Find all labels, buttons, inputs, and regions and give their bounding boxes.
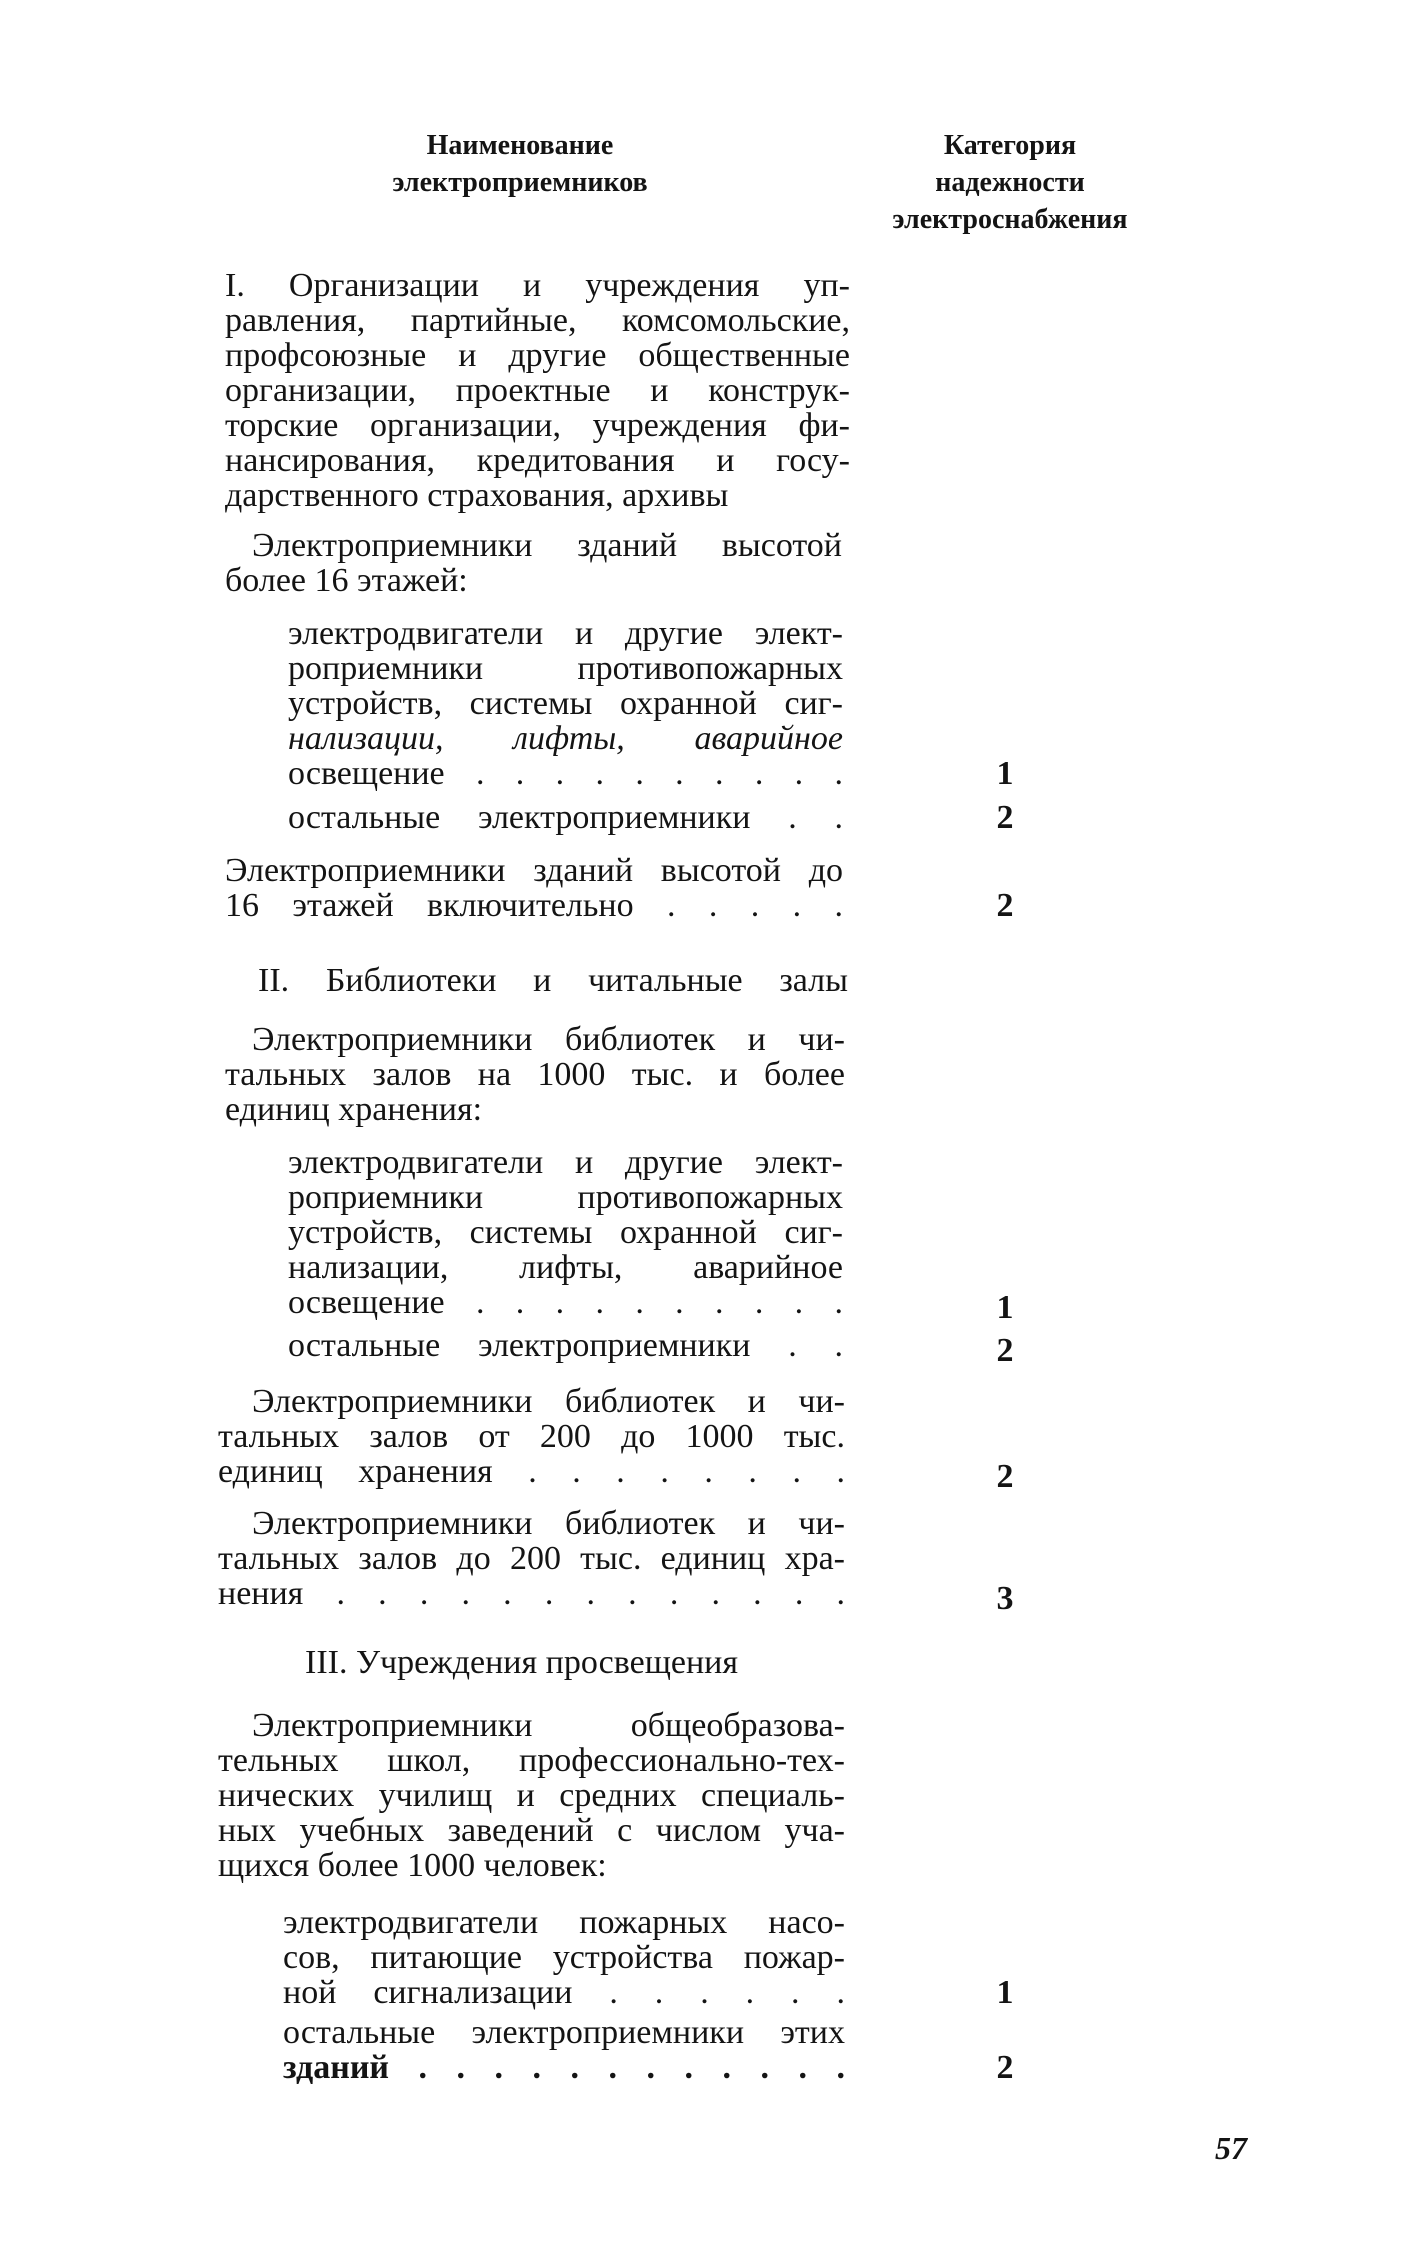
category-value: 2 [996, 1332, 1014, 1369]
category-value: 3 [996, 1580, 1014, 1617]
text-line: Электроприемники зданий высотой [252, 527, 842, 564]
text-line: устройств, системы охранной сиг- [288, 685, 843, 722]
text-line: ной сигнализации . . . . . . [283, 1974, 845, 2011]
text-line: Электроприемники зданий высотой до [225, 852, 843, 889]
text-line: тальных залов до 200 тыс. единиц хра- [218, 1540, 845, 1577]
text-line: остальные электроприемники этих [283, 2014, 845, 2051]
text-line: устройств, системы охранной сиг- [288, 1214, 843, 1251]
column-header-name-line1: Наименование [426, 130, 614, 161]
section-heading-3: III. Учреждения просвещения [305, 1644, 739, 1681]
text-line: остальные электроприемники . . [288, 1327, 843, 1364]
text-line: тельных школ, профессионально-тех- [218, 1742, 845, 1779]
text-line: равления, партийные, комсомольские, [225, 302, 850, 339]
text-line: освещение . . . . . . . . . . [288, 755, 843, 792]
text-line: нализации, лифты, аварийное [288, 720, 843, 757]
section-heading-2: II. Библиотеки и читальные залы [258, 962, 848, 999]
text-line: роприемники противопожарных [288, 1179, 843, 1216]
text-line: ных учебных заведений с числом уча- [218, 1812, 845, 1849]
text-line: торские организации, учреждения фи- [225, 407, 850, 444]
text-line: зданий . . . . . . . . . . . . [283, 2049, 845, 2086]
category-value: 2 [996, 799, 1014, 836]
text-line: нансирования, кредитования и госу- [225, 442, 850, 479]
text-line: Электроприемники библиотек и чи- [252, 1505, 845, 1542]
text-line: электродвигатели пожарных насо- [283, 1904, 845, 1941]
category-value: 1 [996, 1974, 1014, 2011]
text-line: электродвигатели и другие элект- [288, 615, 843, 652]
text-line: освещение . . . . . . . . . . [288, 1284, 843, 1321]
text-line: дарственного страхования, архивы [225, 477, 729, 514]
text-line: нения . . . . . . . . . . . . . [218, 1575, 845, 1612]
column-header-category-line1: Категория [943, 130, 1077, 161]
text-line: единиц хранения . . . . . . . . [218, 1453, 845, 1490]
text-line: организации, проектные и конструк- [225, 372, 850, 409]
text-line: 16 этажей включительно . . . . . [225, 887, 843, 924]
category-value: 2 [996, 1458, 1014, 1495]
category-value: 2 [996, 2049, 1014, 2086]
page-number: 57 [1215, 2130, 1247, 2166]
text-line: нализации, лифты, аварийное [288, 1249, 843, 1286]
text-line: сов, питающие устройства пожар- [283, 1939, 845, 1976]
section-heading-1: I. Организации и учреждения уп- [225, 267, 850, 304]
text-line: щихся более 1000 человек: [218, 1847, 607, 1884]
column-header-category-line3: электроснабжения [892, 204, 1128, 235]
text-line: Электроприемники библиотек и чи- [252, 1021, 845, 1058]
text-line: роприемники противопожарных [288, 650, 843, 687]
text-line: более 16 этажей: [225, 562, 468, 599]
column-header-category-line2: надежности [935, 167, 1085, 198]
column-header-name-line2: электроприемников [392, 167, 648, 198]
text-line: единиц хранения: [225, 1091, 483, 1128]
text-line: Электроприемники общеобразова- [252, 1707, 845, 1744]
text-line: остальные электроприемники . . [288, 799, 843, 836]
category-value: 1 [996, 1289, 1014, 1326]
text-line: тальных залов от 200 до 1000 тыс. [218, 1418, 845, 1455]
category-value: 2 [996, 887, 1014, 924]
text-line: нических училищ и средних специаль- [218, 1777, 845, 1814]
text-line: Электроприемники библиотек и чи- [252, 1383, 845, 1420]
column-header-name [350, 127, 690, 201]
text-line: тальных залов на 1000 тыс. и более [225, 1056, 845, 1093]
text-line: электродвигатели и другие элект- [288, 1144, 843, 1181]
category-value: 1 [996, 755, 1014, 792]
text-line: профсоюзные и другие общественные [225, 337, 850, 374]
column-header-category [850, 127, 1170, 238]
